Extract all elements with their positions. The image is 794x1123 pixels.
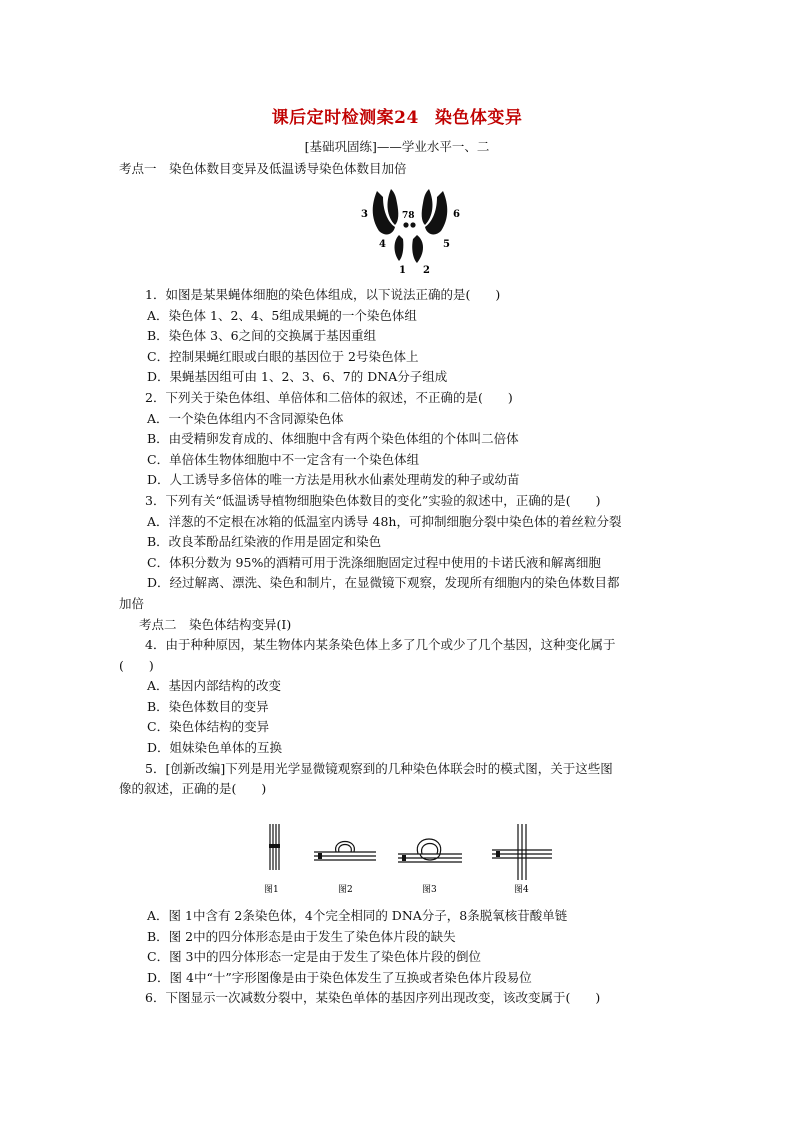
figure-label-2: 图2	[338, 885, 353, 895]
q3-option-b: B．改良苯酚品红染液的作用是固定和染色	[147, 534, 382, 550]
q6-stem: 6．下图显示一次减数分裂中，某染色单体的基因序列出现改变，该改变属于( )	[145, 990, 601, 1006]
q4-option-a: A．基因内部结构的改变	[147, 678, 282, 694]
q2-stem: 2．下列关于染色体组、单倍体和二倍体的叙述，不正确的是( )	[145, 389, 513, 405]
questions-block-1	[119, 285, 677, 800]
page-title	[0, 103, 794, 128]
chromosome-3b	[388, 189, 399, 225]
q5-option-a: A．图 1中含有 2条染色体，4个完全相同的 DNA分子，8条脱氧核苷酸单链	[147, 908, 568, 923]
q4-stem-line2: ( )	[119, 657, 154, 673]
q5-stem-line2: 像的叙述，正确的是( )	[119, 781, 267, 797]
chromosome-1	[395, 235, 404, 261]
q1-option-a: A．染色体 1、2、4、5组成果蝇的一个染色体组	[147, 307, 417, 323]
q1-option-b: B．染色体 3、6之间的交换属于基因重组	[147, 328, 377, 344]
q1-stem: 1．如图是某果蝇体细胞的染色体组成，以下说法正确的是( )	[145, 287, 501, 302]
q5-option-c: C．图 3中的四分体形态一定是由于发生了染色体片段的倒位	[147, 949, 481, 965]
q1-option-d: D．果蝇基因组可由 1、2、3、6、7的 DNA分子组成	[147, 369, 448, 385]
questions-block-2	[119, 906, 677, 1009]
q3-option-d-line2: 加倍	[119, 595, 145, 611]
chromosome-7	[403, 222, 408, 227]
label-3: 3	[361, 209, 368, 220]
figure-label-4: 图4	[514, 885, 529, 895]
q3-option-d-line1: D．经过解离、漂洗、染色和制片，在显微镜下观察，发现所有细胞内的染色体数目都	[147, 575, 620, 591]
title-topic: 染色体变异	[434, 108, 523, 128]
synapsis-diagram-1	[269, 824, 280, 870]
q5-stem-line1: 5．[创新改编]下列是用光学显微镜观察到的几种染色体联会时的模式图，关于这些图	[145, 760, 613, 776]
synapsis-diagram-3	[398, 839, 462, 862]
section1-heading: 考点一 染色体数目变异及低温诱导染色体数目加倍	[119, 161, 407, 176]
label-2: 2	[423, 265, 430, 275]
label-78: 78	[402, 211, 415, 221]
q4-stem-line1: 4．由于种种原因，某生物体内某条染色体上多了几个或少了几个基因，这种变化属于	[145, 637, 616, 653]
label-4: 4	[379, 239, 386, 250]
label-6: 6	[453, 209, 460, 220]
section2-heading: 考点二 染色体结构变异(Ⅰ)	[139, 616, 292, 632]
q1-option-c: C．控制果蝇红眼或白眼的基因位于 2号染色体上	[147, 348, 419, 364]
synapsis-diagram-2	[314, 842, 376, 861]
page-subtitle: [基础巩固练]——学业水平一、二	[304, 139, 490, 154]
label-5: 5	[443, 239, 450, 250]
q3-stem: 3．下列有关“低温诱导植物细胞染色体数目的变化”实验的叙述中，正确的是( )	[145, 492, 601, 508]
q2-option-d: D．人工诱导多倍体的唯一方法是用秋水仙素处理萌发的种子或幼苗	[147, 472, 520, 488]
q4-option-c: C．染色体结构的变异	[147, 719, 270, 735]
figure-label-1: 图1	[264, 885, 279, 895]
synapsis-diagram-4	[492, 824, 552, 880]
title-main: 课后定时检测案24	[271, 108, 419, 128]
chromosome-2	[412, 235, 423, 263]
label-1: 1	[399, 265, 406, 275]
q2-option-c: C．单倍体生物体细胞中不一定含有一个染色体组	[147, 451, 420, 467]
q3-option-a: A．洋葱的不定根在冰箱的低温室内诱导 48h，可抑制细胞分裂中染色体的着丝粒分裂	[147, 513, 622, 529]
q3-option-c: C．体积分数为 95%的酒精可用于洗涤细胞固定过程中使用的卡诺氏液和解离细胞	[147, 554, 601, 570]
synapsis-figure	[262, 820, 552, 896]
chromosome-6b	[422, 189, 433, 225]
chromosome-8	[410, 222, 415, 227]
q5-option-b: B．图 2中的四分体形态是由于发生了染色体片段的缺失	[147, 928, 456, 944]
q5-option-d: D．图 4中“十”字形图像是由于染色体发生了互换或者染色体片段易位	[147, 969, 532, 985]
q4-option-b: B．染色体数目的变异	[147, 698, 269, 714]
figure-label-3: 图3	[422, 885, 437, 895]
karyotype-figure	[355, 183, 465, 275]
q2-option-b: B．由受精卵发育成的、体细胞中含有两个染色体组的个体叫二倍体	[147, 431, 519, 447]
q4-option-d: D．姐妹染色单体的互换	[147, 740, 283, 756]
q2-option-a: A．一个染色体组内不含同源染色体	[147, 410, 344, 426]
